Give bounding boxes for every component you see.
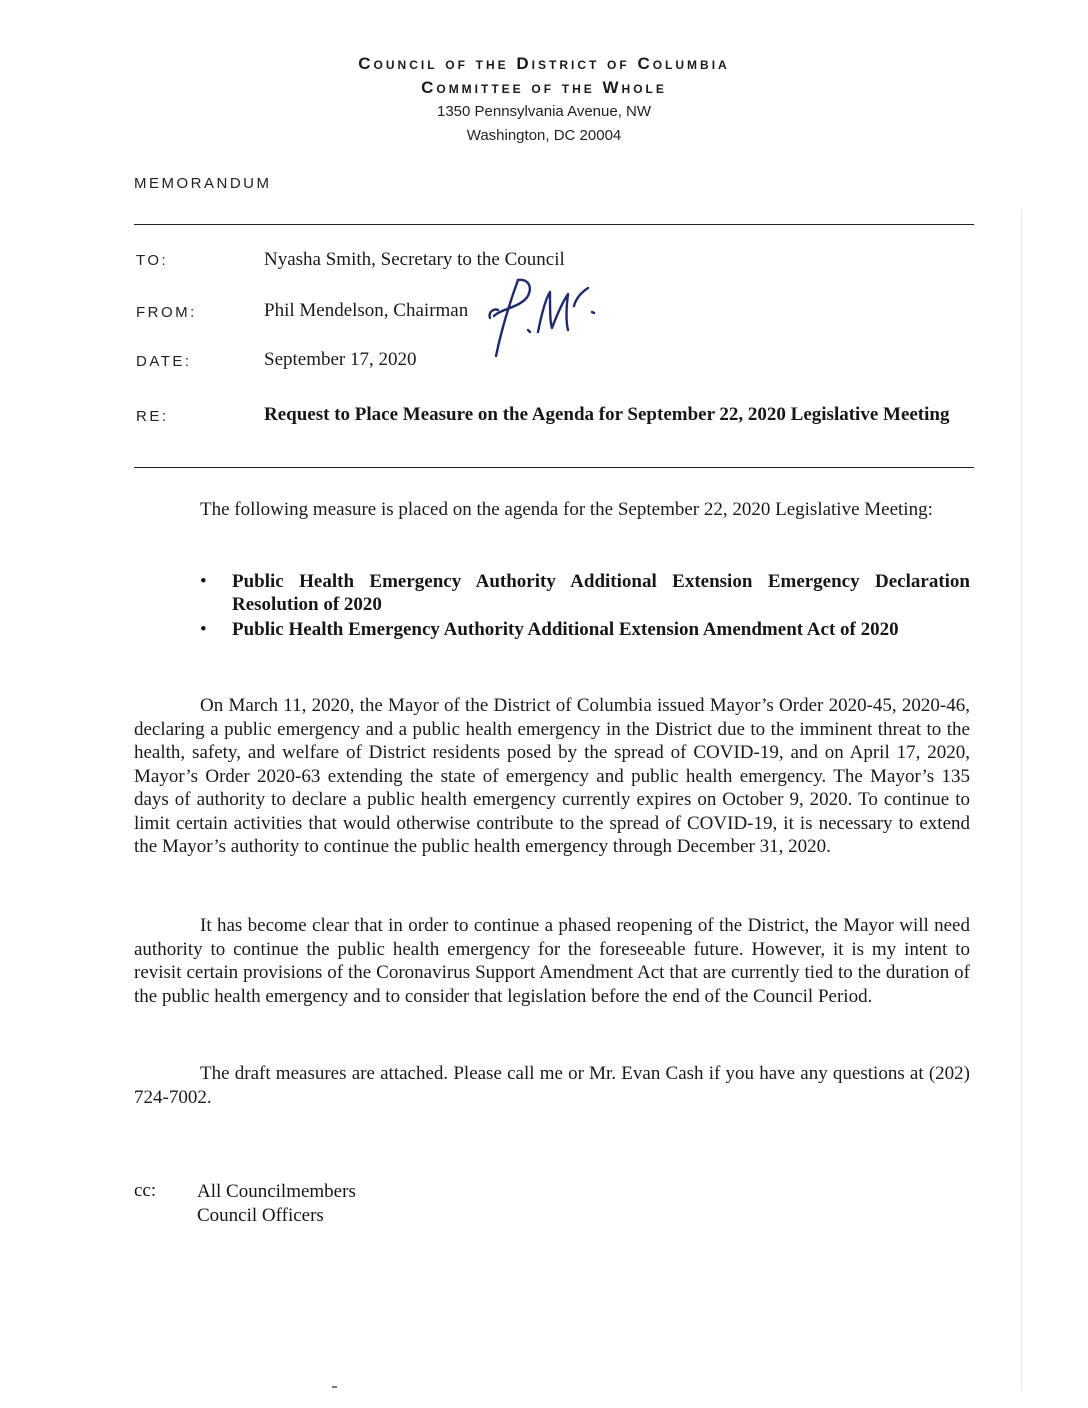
bullet-glyph: • bbox=[200, 571, 207, 592]
header-top-rule bbox=[134, 224, 974, 225]
letterhead bbox=[0, 52, 1088, 148]
measures-list bbox=[200, 570, 970, 643]
measure-title: Public Health Emergency Authority Additional Extension Emergency Declaration Resolution of 2020 bbox=[232, 571, 970, 615]
cc-label: cc: bbox=[134, 1180, 157, 1201]
letterhead-address-city: Washington, DC 20004 bbox=[466, 127, 622, 144]
date-label: DATE: bbox=[136, 353, 192, 370]
bullet-glyph: • bbox=[200, 619, 207, 640]
header-bottom-rule bbox=[134, 467, 974, 468]
cc-recipient: All Councilmembers bbox=[197, 1181, 356, 1202]
from-label: FROM: bbox=[136, 304, 197, 321]
to-label: TO: bbox=[136, 252, 169, 269]
list-item bbox=[200, 618, 970, 641]
to-value: Nyasha Smith, Secretary to the Council bbox=[264, 249, 565, 270]
letterhead-address-street: 1350 Pennsylvania Avenue, NW bbox=[436, 103, 652, 120]
cc-recipient: Council Officers bbox=[197, 1205, 324, 1226]
from-value: Phil Mendelson, Chairman bbox=[264, 300, 469, 321]
memo-title: MEMORANDUM bbox=[134, 175, 272, 192]
letterhead-committee-name: Committee of the Whole bbox=[421, 78, 667, 97]
scan-speck bbox=[332, 1386, 337, 1388]
body-paragraph-contact: The draft measures are attached. Please call me or Mr. Evan Cash if you have any questions at (202) 724-7002. bbox=[134, 1063, 970, 1108]
re-value: Request to Place Measure on the Agenda for September 22, 2020 Legislative Meeting bbox=[264, 404, 950, 425]
scan-edge-line bbox=[1021, 210, 1022, 1390]
intro-paragraph: The following measure is placed on the agenda for the September 22, 2020 Legislative Meeting: bbox=[200, 499, 933, 520]
cc-recipients bbox=[197, 1180, 356, 1228]
letterhead-council-name: Council of the District of Columbia bbox=[358, 54, 730, 73]
date-value: September 17, 2020 bbox=[264, 349, 417, 370]
signature-initials-image bbox=[488, 272, 598, 362]
re-label: RE: bbox=[136, 408, 169, 425]
body-paragraph-background: On March 11, 2020, the Mayor of the District of Columbia issued Mayor’s Order 2020-45, 2020-46, declaring a public emergency and a public health emergency in the District due to the imminent threat to the health, safety, and welfare of District residents posed by the spread of COVID-19, and on April 17, 2020, Mayor’s Order 2020-63 extending the state of emergency and public health emergency. The Mayor’s 135 days of authority to declare a public health emergency currently expires on October 9, 2020. To continue to limit certain activities that would otherwise contribute to the spread of COVID-19, it is necessary to extend the Mayor’s authority to continue the public health emergency through December 31, 2020. bbox=[134, 695, 970, 857]
measure-title: Public Health Emergency Authority Additional Extension Amendment Act of 2020 bbox=[232, 619, 899, 640]
list-item bbox=[200, 570, 970, 616]
body-paragraph-intent: It has become clear that in order to continue a phased reopening of the District, the Mayor will need authority to continue the public health emergency for the foreseeable future. However, it is my intent to revisit certain provisions of the Coronavirus Support Amendment Act that are currently tied to the duration of the public health emergency and to consider that legislation before the end of the Council Period. bbox=[134, 915, 970, 1007]
